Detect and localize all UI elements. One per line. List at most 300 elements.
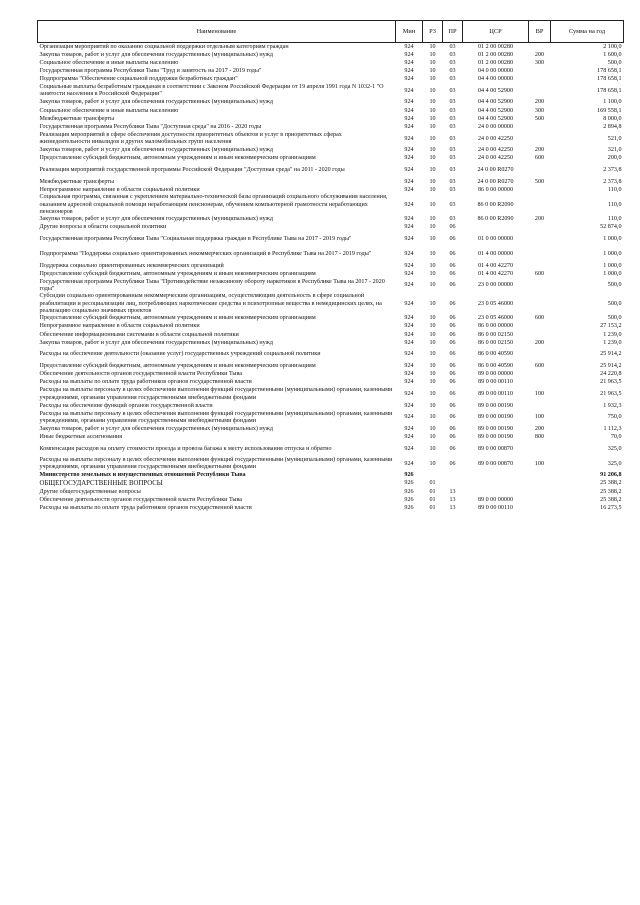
cell-name: Межбюджетные трансферты <box>39 178 115 185</box>
cell-min: 924 <box>404 87 414 94</box>
cell-vr: 600 <box>534 155 545 162</box>
table-row <box>38 43 624 52</box>
cell-rz: 01 <box>429 488 436 495</box>
cell-vr <box>529 186 551 194</box>
table-row <box>38 402 624 410</box>
cell-sum: 500,0 <box>607 300 622 307</box>
header-name: Наименование <box>38 21 396 43</box>
cell-csr <box>463 488 529 496</box>
table-row <box>38 59 624 67</box>
cell-vr <box>529 402 551 410</box>
cell-sum: 25 388,2 <box>600 496 622 503</box>
cell-rz: 10 <box>429 445 436 452</box>
cell-csr: 24 0 00 R0270 <box>477 167 514 174</box>
cell-sum: 500,0 <box>607 282 622 289</box>
cell-csr: 04 4 00 00000 <box>477 76 514 83</box>
cell-min: 924 <box>404 167 414 174</box>
header-row <box>38 21 624 43</box>
cell-vr <box>529 488 551 496</box>
cell-vr <box>529 331 551 339</box>
cell-name: Подпрограмма "Поддержка социально ориентированных некоммерческих организаций в Республике Тыва на 2017 - 2019 годы" <box>39 251 372 258</box>
cell-name: Расходы на выплаты по оплате труда работников органов государственной власти <box>39 504 252 511</box>
cell-rz: 10 <box>429 236 436 243</box>
cell-vr <box>529 348 551 363</box>
cell-sum: 178 658,1 <box>597 68 622 75</box>
cell-rz: 10 <box>429 43 436 50</box>
cell-min: 924 <box>404 445 414 452</box>
cell-vr <box>529 224 551 232</box>
cell-rz: 10 <box>429 135 436 142</box>
table-row <box>38 232 624 247</box>
cell-pr: 06 <box>449 379 456 386</box>
cell-name: Закупка товаров, работ и услуг для обеспечения государственных (муниципальных) нужд <box>39 425 273 432</box>
cell-sum: 325,0 <box>607 445 622 452</box>
cell-vr: 600 <box>534 270 545 277</box>
cell-name: Расходы на выплаты по оплате труда работников органов государственной власти <box>39 379 252 386</box>
table-row <box>38 147 624 155</box>
cell-min: 924 <box>404 99 414 106</box>
cell-pr: 06 <box>449 414 456 421</box>
cell-rz: 10 <box>429 107 436 114</box>
cell-csr <box>463 224 529 232</box>
cell-vr <box>529 371 551 379</box>
cell-vr: 500 <box>534 178 545 185</box>
cell-pr: 06 <box>449 315 456 322</box>
cell-csr: 01 0 00 00000 <box>477 236 514 243</box>
cell-min: 924 <box>404 433 414 440</box>
cell-vr: 600 <box>534 315 545 322</box>
table-body <box>38 43 624 513</box>
cell-min: 924 <box>404 371 414 378</box>
cell-min: 924 <box>404 331 414 338</box>
cell-vr: 200 <box>534 99 545 106</box>
table-row <box>38 278 624 293</box>
cell-min: 924 <box>404 363 414 370</box>
table-row <box>38 496 624 504</box>
cell-name: Социальное обеспечение и иные выплаты населению <box>39 107 179 114</box>
cell-vr <box>529 504 551 512</box>
cell-pr: 03 <box>449 178 456 185</box>
cell-rz: 10 <box>429 186 436 193</box>
cell-csr: 86 0 00 R2090 <box>477 216 514 223</box>
cell-min: 924 <box>404 402 414 409</box>
cell-vr: 300 <box>534 59 545 66</box>
cell-sum: 1 932,3 <box>603 402 622 409</box>
cell-pr: 06 <box>449 371 456 378</box>
cell-rz: 10 <box>429 262 436 269</box>
cell-name: Закупка товаров, работ и услуг для обеспечения государственных (муниципальных) нужд <box>39 51 273 58</box>
cell-name: Реализация мероприятий в сфере обеспечения доступности приоритетных объектов и услуг в приоритетных сферах жизнедеятельности инвалидов и других маломобильных групп населения <box>39 132 342 146</box>
cell-pr: 06 <box>449 351 456 358</box>
cell-name: Межбюджетные трансферты <box>39 115 115 122</box>
table-row <box>38 51 624 59</box>
cell-name: Расходы на обеспечение деятельности (оказание услуг) государственных учреждений социальной политики <box>39 351 321 358</box>
cell-vr <box>529 472 551 480</box>
cell-min: 926 <box>404 480 414 487</box>
cell-vr: 600 <box>534 363 545 370</box>
cell-rz: 10 <box>429 251 436 258</box>
cell-name: Министерство земельных и имущественных отношений Республики Тыва <box>39 472 246 479</box>
cell-rz: 10 <box>429 300 436 307</box>
cell-csr: 86 0 00 R2090 <box>477 201 514 208</box>
cell-min: 926 <box>404 496 414 503</box>
cell-csr: 01 4 00 00000 <box>477 251 514 258</box>
cell-vr <box>529 76 551 84</box>
cell-csr: 89 0 00 00110 <box>478 391 513 398</box>
cell-rz: 10 <box>429 379 436 386</box>
table-row <box>38 442 624 457</box>
cell-rz: 10 <box>429 68 436 75</box>
cell-name: ОБЩЕГОСУДАРСТВЕННЫЕ ВОПРОСЫ <box>39 480 163 488</box>
cell-csr: 23 0 00 00000 <box>477 282 514 289</box>
cell-min: 924 <box>404 59 414 66</box>
cell-csr: 24 0 00 00000 <box>477 124 514 131</box>
cell-min: 924 <box>404 43 414 50</box>
cell-min: 924 <box>404 68 414 75</box>
cell-sum: 1 239,0 <box>603 339 622 346</box>
cell-min: 924 <box>404 135 414 142</box>
table-row <box>38 504 624 512</box>
cell-rz: 10 <box>429 224 436 231</box>
cell-min: 924 <box>404 270 414 277</box>
cell-vr: 200 <box>534 425 545 432</box>
table-row <box>38 115 624 123</box>
cell-sum: 25 388,2 <box>600 488 622 495</box>
cell-csr: 86 0 00 40590 <box>477 363 514 370</box>
cell-name: Государственная программа Республики Тыва "Доступная среда" на 2016 - 2020 годы <box>39 124 262 131</box>
cell-sum: 8 000,0 <box>603 115 622 122</box>
cell-csr: 04 4 00 52900 <box>477 115 514 122</box>
cell-vr <box>529 293 551 314</box>
cell-rz: 10 <box>429 433 436 440</box>
cell-rz: 10 <box>429 402 436 409</box>
cell-pr: 03 <box>449 68 456 75</box>
cell-vr <box>529 442 551 457</box>
cell-name: Расходы на выплаты персоналу в целях обеспечения выполнения функций государственными (муниципальными) органами, казенными учреждениями, органами управления государственными внебюджетными фондами <box>39 457 393 471</box>
cell-min: 924 <box>404 147 414 154</box>
table-row <box>38 331 624 339</box>
cell-name: Государственная программа Республики Тыва "Труд и занятость на 2017 - 2019 годы" <box>39 68 262 75</box>
cell-min: 924 <box>404 414 414 421</box>
cell-sum: 2 894,8 <box>603 124 622 131</box>
cell-sum: 750,0 <box>607 414 622 421</box>
cell-csr: 89 0 00 00190 <box>477 402 514 409</box>
cell-sum: 2 373,8 <box>603 178 622 185</box>
cell-sum: 1 000,0 <box>603 236 622 243</box>
cell-min: 924 <box>404 76 414 83</box>
cell-vr <box>529 262 551 270</box>
cell-min: 924 <box>404 323 414 330</box>
cell-name: Расходы на выплаты персоналу в целях обеспечения выполнения функций государственными (муниципальными) органами, казенными учреждениями, органами управления государственными внебюджетными фондами <box>39 387 393 401</box>
cell-pr: 06 <box>449 262 456 269</box>
cell-pr: 03 <box>449 43 456 50</box>
cell-sum: 1 600,0 <box>603 51 622 58</box>
cell-vr: 100 <box>534 414 545 421</box>
cell-sum: 200,0 <box>607 155 622 162</box>
table-row <box>38 379 624 387</box>
table-row <box>38 216 624 224</box>
cell-vr <box>529 124 551 132</box>
cell-sum: 1 000,0 <box>603 251 622 258</box>
cell-csr: 04 4 00 52900 <box>477 107 514 114</box>
cell-vr <box>529 379 551 387</box>
cell-csr: 89 0 00 00870 <box>477 445 514 452</box>
cell-sum: 500,0 <box>607 315 622 322</box>
cell-csr: 24 0 00 42250 <box>477 147 514 154</box>
table-row <box>38 132 624 147</box>
cell-vr: 500 <box>534 115 545 122</box>
cell-sum: 110,0 <box>608 201 622 208</box>
cell-sum: 70,0 <box>610 433 622 440</box>
cell-min: 924 <box>404 379 414 386</box>
cell-csr: 86 0 00 02150 <box>477 331 514 338</box>
table-header <box>38 21 624 43</box>
cell-pr: 06 <box>449 339 456 346</box>
cell-min: 924 <box>404 460 414 467</box>
table-row <box>38 194 624 215</box>
cell-sum: 25 914,2 <box>600 363 622 370</box>
cell-min: 924 <box>404 107 414 114</box>
cell-pr: 06 <box>449 251 456 258</box>
cell-csr: 24 0 00 R0270 <box>477 178 514 185</box>
cell-csr: 01 2 00 00280 <box>477 51 514 58</box>
cell-rz: 01 <box>429 504 436 511</box>
cell-pr <box>443 480 463 488</box>
header-rz: РЗ <box>423 21 443 43</box>
cell-vr: 100 <box>534 391 545 398</box>
cell-csr: 89 0 00 00190 <box>477 414 514 421</box>
cell-rz: 10 <box>429 282 436 289</box>
cell-sum: 1 000,0 <box>603 262 622 269</box>
table-row <box>38 488 624 496</box>
table-row <box>38 124 624 132</box>
cell-csr: 23 0 05 46000 <box>477 300 514 307</box>
cell-csr: 01 2 00 00280 <box>477 43 514 50</box>
cell-min: 924 <box>404 282 414 289</box>
cell-min: 924 <box>404 124 414 131</box>
cell-csr: 89 0 00 00110 <box>478 504 513 511</box>
cell-min: 924 <box>404 186 414 193</box>
cell-name: Предоставление субсидий бюджетным, автономным учреждениям и иным некоммерческим организациям <box>39 270 316 277</box>
cell-csr: 01 4 00 42270 <box>477 270 514 277</box>
cell-csr: 89 0 00 00110 <box>478 379 513 386</box>
cell-rz: 10 <box>429 167 436 174</box>
cell-rz: 10 <box>429 391 436 398</box>
cell-pr: 06 <box>449 402 456 409</box>
cell-pr: 03 <box>449 107 456 114</box>
cell-vr <box>529 163 551 178</box>
cell-vr <box>529 496 551 504</box>
cell-min: 924 <box>404 178 414 185</box>
cell-name: Обеспечение деятельности органов государственной власти Республики Тыва <box>39 496 242 503</box>
cell-rz: 10 <box>429 371 436 378</box>
cell-sum: 110,0 <box>608 186 622 193</box>
cell-csr: 23 0 05 46000 <box>477 315 514 322</box>
table-row <box>38 262 624 270</box>
cell-csr: 04 4 00 52900 <box>477 87 514 94</box>
table-row <box>38 224 624 232</box>
cell-vr: 800 <box>534 433 545 440</box>
cell-sum: 24 220,8 <box>600 371 622 378</box>
table-row <box>38 387 624 402</box>
cell-rz: 10 <box>429 216 436 223</box>
cell-name: Предоставление субсидий бюджетным, автономным учреждениям и иным некоммерческим организациям <box>39 315 316 322</box>
cell-pr: 13 <box>449 504 456 511</box>
table-row <box>38 76 624 84</box>
cell-pr: 03 <box>449 135 456 142</box>
header-sum: Сумма на год <box>551 21 624 43</box>
cell-name: Субсидии социально ориентированным некоммерческим организациям, осуществляющим деятельность в сфере социальной реабилитации и ресоциализации лиц, потребляющих наркотические средства и психотропные вещества в немедицинских целях, на реализацию социально значимых проектов <box>39 293 382 314</box>
cell-rz: 10 <box>429 323 436 330</box>
table-row <box>38 163 624 178</box>
budget-document-page <box>37 20 623 513</box>
cell-pr: 06 <box>449 224 456 231</box>
cell-min: 924 <box>404 236 414 243</box>
cell-sum: 178 658,1 <box>597 76 622 83</box>
cell-pr: 06 <box>449 425 456 432</box>
cell-pr: 06 <box>449 460 456 467</box>
table-row <box>38 84 624 99</box>
cell-csr: 24 0 00 42250 <box>477 135 514 142</box>
cell-rz: 10 <box>429 155 436 162</box>
budget-table <box>37 20 624 513</box>
cell-min: 924 <box>404 51 414 58</box>
cell-csr: 89 0 00 00000 <box>477 496 514 503</box>
cell-name: Социальное обеспечение и иные выплаты населению <box>39 59 179 66</box>
cell-sum: 500,0 <box>607 59 622 66</box>
cell-min: 924 <box>404 201 414 208</box>
cell-pr: 06 <box>449 236 456 243</box>
cell-min: 924 <box>404 251 414 258</box>
cell-min: 924 <box>404 425 414 432</box>
cell-rz: 10 <box>429 99 436 106</box>
cell-csr: 89 0 00 00190 <box>477 433 514 440</box>
table-row <box>38 270 624 278</box>
table-row <box>38 293 624 314</box>
cell-csr: 89 0 00 00870 <box>477 460 514 467</box>
cell-name: Предоставление субсидий бюджетным, автономным учреждениям и иным некоммерческим организациям <box>39 363 316 370</box>
table-row <box>38 155 624 163</box>
table-row <box>38 323 624 331</box>
cell-name: Другие общегосударственные вопросы <box>39 488 141 495</box>
cell-csr <box>463 480 529 488</box>
cell-rz: 10 <box>429 414 436 421</box>
cell-vr <box>529 278 551 293</box>
cell-name: Обеспечение деятельности органов государственной власти Республики Тыва <box>39 371 242 378</box>
table-row <box>38 339 624 347</box>
cell-sum: 27 153,2 <box>600 323 622 330</box>
cell-sum: 1 239,0 <box>603 331 622 338</box>
table-row <box>38 410 624 425</box>
cell-vr: 300 <box>534 107 545 114</box>
cell-pr: 06 <box>449 363 456 370</box>
table-row <box>38 457 624 472</box>
cell-name: Расходы на обеспечение функций органов государственной власти <box>39 402 213 409</box>
cell-pr: 03 <box>449 124 456 131</box>
cell-name: Государственная программа Республики Тыва "Социальная поддержка граждан в Республике Тыва на 2017 - 2019 годы" <box>39 236 352 243</box>
cell-sum: 25 388,2 <box>600 480 622 487</box>
cell-csr: 86 0 00 00000 <box>477 323 514 330</box>
cell-csr: 04 4 00 52900 <box>477 99 514 106</box>
cell-name: Непрограммное направление в области социальной политики <box>39 186 200 193</box>
cell-name: Социальные выплаты безработным гражданам в соответствии с Законом Российской Федерации от 19 апреля 1991 года N 1032-1 "О занятости населения в Российской Федерации" <box>39 84 384 98</box>
cell-pr: 03 <box>449 186 456 193</box>
cell-min: 924 <box>404 391 414 398</box>
cell-sum: 325,0 <box>607 460 622 467</box>
table-row <box>38 433 624 441</box>
cell-sum: 1 112,3 <box>603 425 622 432</box>
cell-min: 926 <box>404 488 414 495</box>
cell-pr: 03 <box>449 87 456 94</box>
cell-pr: 03 <box>449 51 456 58</box>
cell-name: Закупка товаров, работ и услуг для обеспечения государственных (муниципальных) нужд <box>39 339 273 346</box>
table-row <box>38 348 624 363</box>
cell-sum: 178 658,1 <box>597 87 622 94</box>
table-row <box>38 480 624 488</box>
cell-rz: 01 <box>429 496 436 503</box>
cell-name: Организация мероприятий по оказанию социальной поддержки отдельным категориям граждан <box>39 43 289 50</box>
header-csr: ЦСР <box>463 21 529 43</box>
cell-vr <box>529 43 551 52</box>
cell-pr: 06 <box>449 391 456 398</box>
cell-pr: 03 <box>449 201 456 208</box>
cell-rz: 10 <box>429 87 436 94</box>
cell-name: Закупка товаров, работ и услуг для обеспечения государственных (муниципальных) нужд <box>39 216 273 223</box>
cell-pr: 06 <box>449 433 456 440</box>
table-row <box>38 472 624 480</box>
cell-pr: 03 <box>449 167 456 174</box>
cell-csr: 01 4 00 42270 <box>477 262 514 269</box>
cell-csr: 24 0 00 42250 <box>477 155 514 162</box>
cell-pr: 03 <box>449 76 456 83</box>
cell-name: Другие вопросы в области социальной политики <box>39 224 167 231</box>
cell-rz: 10 <box>429 201 436 208</box>
table-row <box>38 425 624 433</box>
cell-sum: 25 914,2 <box>600 351 622 358</box>
cell-pr: 03 <box>449 115 456 122</box>
cell-csr: 89 0 00 00000 <box>477 371 514 378</box>
cell-rz: 10 <box>429 59 436 66</box>
cell-name: Закупка товаров, работ и услуг для обеспечения государственных (муниципальных) нужд <box>39 99 273 106</box>
cell-rz: 10 <box>429 76 436 83</box>
table-row <box>38 363 624 371</box>
cell-rz: 10 <box>429 147 436 154</box>
cell-vr <box>529 194 551 215</box>
cell-min: 926 <box>404 472 414 479</box>
cell-pr: 03 <box>449 155 456 162</box>
cell-name: Подпрограмма "Обеспечение социальной поддержки безработных граждан" <box>39 76 238 83</box>
cell-csr <box>463 472 529 480</box>
cell-min: 926 <box>404 504 414 511</box>
cell-pr: 06 <box>449 270 456 277</box>
cell-rz: 10 <box>429 460 436 467</box>
cell-name: Предоставление субсидий бюджетным, автономным учреждениям и иным некоммерческим организациям <box>39 155 316 162</box>
cell-vr <box>529 132 551 147</box>
cell-name: Непрограммное направление в области социальной политики <box>39 323 200 330</box>
cell-csr: 04 0 00 00000 <box>477 68 514 75</box>
cell-min: 924 <box>404 155 414 162</box>
header-vr: ВР <box>529 21 551 43</box>
cell-pr: 03 <box>449 59 456 66</box>
cell-sum: 91 206,8 <box>600 472 622 479</box>
table-row <box>38 315 624 323</box>
cell-pr: 06 <box>449 282 456 289</box>
cell-name: Обеспечение информационными системами в области социальной политики <box>39 331 239 338</box>
cell-name: Компенсация расходов на оплату стоимости проезда и провоза багажа к месту использования отпуска и обратно <box>39 445 332 452</box>
cell-min: 924 <box>404 224 414 231</box>
cell-pr: 03 <box>449 99 456 106</box>
cell-name: Иные бюджетные ассигнования <box>39 433 123 440</box>
